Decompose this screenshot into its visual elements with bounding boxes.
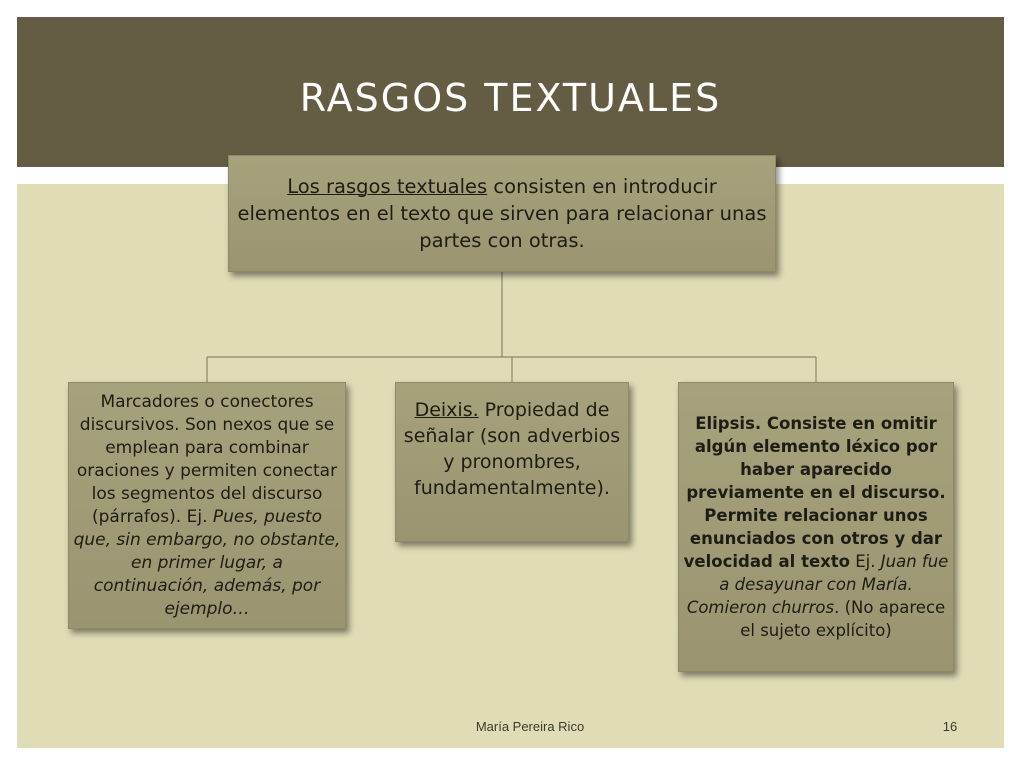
elipsis-description: Elipsis. Consiste en omitir algún elemento léxico por haber aparecido previamente en el discurso. Permite relacionar unos enunciados con otros y dar velocidad al texto [683,414,946,571]
child-node-elipsis [678,382,954,672]
root-node [228,155,776,272]
child-node-deixis-text [400,397,624,501]
child-node-deixis [395,382,629,542]
deixis-term: Deixis. [414,399,479,421]
elipsis-example: Juan fue a desayunar con María. Comieron churros [686,552,949,617]
child-node-elipsis-text [682,412,950,642]
child-node-marcadores [68,382,346,629]
marcadores-description: Marcadores o conectores discursivos. Son nexos que se emplean para combinar oraciones y permiten conectar los segmentos del discurso (párrafos). Ej. [76,391,338,527]
elipsis-ej: Ej. [850,552,881,571]
child-node-marcadores-text [72,391,342,621]
footer-author: María Pereira Rico [475,719,585,734]
deixis-description: Propiedad de señalar (son adverbios y pronombres, fundamentalmente). [403,399,621,499]
elipsis-note: . (No aparece el sujeto explícito) [740,598,946,640]
footer-page-number: 16 [942,719,958,734]
root-node-text [237,173,767,254]
root-description: consisten en introducir elementos en el texto que sirven para relacionar unas partes con otras. [237,175,767,252]
root-term: Los rasgos textuales [287,175,488,198]
slide-title: RASGOS TEXTUALES [299,76,722,120]
marcadores-examples: Pues, puesto que, sin embargo, no obstante, en primer lugar, a continuación, además, por ejemplo… [73,506,341,619]
